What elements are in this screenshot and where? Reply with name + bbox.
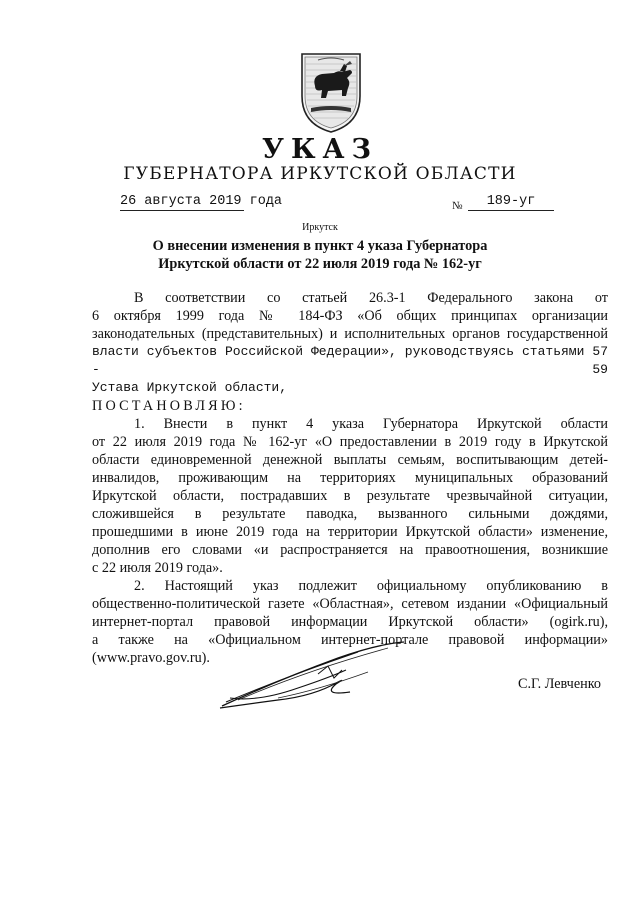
decree-date: 26 августа 2019 года — [120, 194, 283, 209]
body-line: дополнив его словами «и распространяется на правоотношения, возникшие — [92, 542, 608, 558]
decree-number: 189-уг — [468, 194, 554, 211]
heading-line: Иркутской области от 22 июля 2019 года № 162-уг — [158, 256, 482, 272]
signer-name: С.Г. Левченко — [518, 676, 601, 692]
body-line: Устава Иркутской области, — [92, 380, 288, 395]
body-line: 1. Внести в пункт 4 указа Губернатора Иркутской области — [134, 416, 608, 432]
body-line: 2. Настоящий указ подлежит официальному опубликованию в — [134, 578, 608, 594]
body-line: общественно-политической газете «Областная», сетевом издании «Официальный — [92, 596, 608, 612]
body-line: (www.pravo.gov.ru). — [92, 650, 210, 666]
city-label: Иркутск — [302, 222, 338, 233]
decree-heading — [0, 237, 640, 273]
body-line: В соответствии со статьей 26.3-1 Федерального закона от — [134, 290, 608, 306]
decree-body — [92, 289, 608, 667]
number-label: № — [452, 200, 463, 212]
body-line: от 22 июля 2019 года № 162-уг «О предоставлении в 2019 году в Иркутской — [92, 434, 608, 450]
document-subtitle: ГУБЕРНАТОРА ИРКУТСКОЙ ОБЛАСТИ — [123, 164, 517, 184]
body-line: а также на «Официальном интернет-портале правовой информации» — [92, 632, 608, 648]
heading-line: О внесении изменения в пункт 4 указа Губернатора — [152, 238, 488, 254]
handwritten-signature — [218, 640, 410, 710]
body-line: законодательных (представительных) и исполнительных органов государственной — [92, 326, 608, 342]
body-line: 6 октября 1999 года № 184-ФЗ «Об общих принципах организации — [92, 308, 608, 324]
body-line: интернет-портал правовой информации Иркутской области» (ogirk.ru), — [92, 614, 608, 630]
body-line: власти субъектов Российской Федерации», руководствуясь статьями 57 - 59 — [92, 344, 608, 377]
decree-word: ПОСТАНОВЛЯЮ: — [92, 398, 246, 414]
body-line: с 22 июля 2019 года». — [92, 560, 223, 576]
body-line: Иркутской области, пострадавших в результате чрезвычайной ситуации, — [92, 488, 608, 504]
body-line: области единовременной денежной выплаты семьям, воспитывающим детей- — [92, 452, 608, 468]
document-title: УКАЗ — [262, 134, 378, 165]
irkutsk-coat-of-arms-icon — [298, 48, 364, 134]
body-line: сложившейся в результате паводка, вызванного сильными дождями, — [92, 506, 608, 522]
body-line: инвалидов, проживающим на территориях муниципальных образований — [92, 470, 608, 486]
body-line: прошедшими в июне 2019 года на территории Иркутской области» изменение, — [92, 524, 608, 540]
